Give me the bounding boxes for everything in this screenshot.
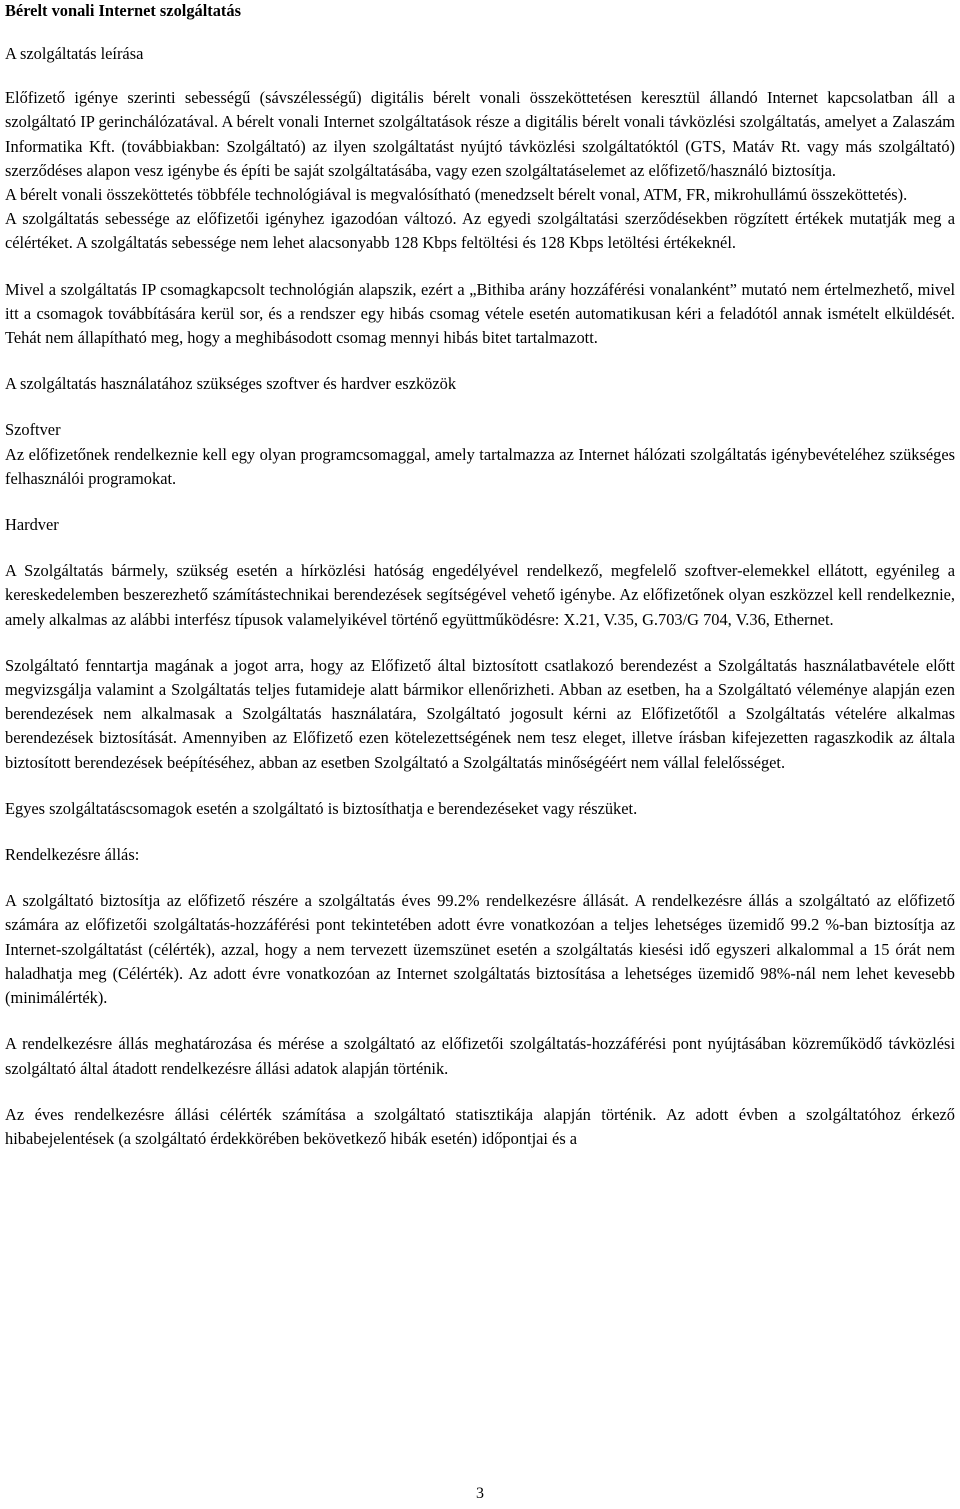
paragraph-equipment-packages: Egyes szolgáltatáscsomagok esetén a szolgáltató is biztosíthatja e berendezéseket vagy részüket. — [5, 798, 638, 818]
paragraph-provider-rights: Szolgáltató fenntartja magának a jogot arra, hogy az Előfizető által biztosított csatlakozó berendezést a Szolgáltatás használatbavétele előtt megvizsgálja valamint a Szolgáltatás teljes futamideje alatt bármikor ellenőrizheti. Abban az esetben, ha a Szolgáltató véleménye alapján ezen berendezések nem alkalmasak a Szolgáltatás használatára, Szolgáltató jogosult kérni az Előfizetőtől a Szolgáltatás vételére alkalmas berendezések biztosítását. Amennyiben az Előfizető ezen kötelezettségének nem tesz eleget, illetve írásban kifejezetten ragaszkodik az általa biztosított berendezések beépítéséhez, abban az esetben Szolgáltató a Szolgáltatás minőségéért nem vállal felelősséget. — [5, 655, 955, 772]
paragraph-hardware: A Szolgáltatás bármely, szükség esetén a hírközlési hatóság engedélyével rendelkező, megfelelő szoftver-elemekkel ellátott, egyénileg a kereskedelemben beszerezhető számítástechnikai berendezések segítségével vehető igénybe. Az előfizetőnek olyan eszközzel kell rendelkeznie, amely alkalmas az alábbi interfész típusok valamelyikével történő együttműködésre: X.21, V.35, G.703/G 704, V.36, Ethernet. — [5, 561, 955, 629]
page-number: 3 — [476, 1485, 484, 1502]
paragraph-availability-measurement: A rendelkezésre állás meghatározása és mérése a szolgáltató az előfizetői szolgáltatás-hozzáférési pont nyújtásában közreműködő távközlési szolgáltató által átadott rendelkezésre állási adatok alapján történik. — [5, 1034, 955, 1078]
document-title: Bérelt vonali Internet szolgáltatás — [5, 1, 241, 20]
section-heading-hardware: Hardver — [5, 515, 59, 535]
paragraph-service-description: Előfizető igénye szerinti sebességű (sávszélességű) digitális bérelt vonali összeköttetésen keresztül állandó Internet kapcsolatban áll a szolgáltató IP gerinchálózatával. A bérelt vonali Internet szolgáltatások része a digitális bérelt vonali távközlési szolgáltatás, amelyet a Zalaszám Informatika Kft. (továbbiakban: Szolgáltató) az ilyen szolgáltatást nyújtó távközlési szolgáltatóktól (GTS, Matáv Rt. vagy más szolgáltató) szerződéses alapon vesz igénybe és építi be saját szolgáltatásába, vagy ezen szolgáltatáselemet az előfizető/használó biztosítja. — [5, 88, 955, 180]
section-heading-description: A szolgáltatás leírása — [5, 44, 144, 63]
section-heading-availability: Rendelkezésre állás: — [5, 845, 140, 865]
paragraph-bit-error: Mivel a szolgáltatás IP csomagkapcsolt technológián alapszik, ezért a „Bithiba arány hozzáférési vonalanként” mutató nem értelmezhető, mivel itt a csomagok továbbítására kerül sor, és a rendszer egy hibás csomag vétele esetén automatikusan kéri a feladótól annak ismételt elküldését. Tehát nem állapítható meg, hogy a meghibásodott csomag mennyi hibás bitet tartalmazott. — [5, 279, 955, 348]
section-heading-software: Szoftver — [5, 420, 61, 440]
paragraph-availability-calculation: Az éves rendelkezésre állási célérték számítása a szolgáltató statisztikája alapján történik. Az adott évben a szolgáltatóhoz érkező hibabejelentések (a szolgáltató érdekkörében bekövetkező hibák esetén) időpontjai és a — [5, 1104, 955, 1148]
document-page — [5, 0, 955, 1151]
section-heading-tools: A szolgáltatás használatához szükséges szoftver és hardver eszközök — [5, 374, 457, 394]
paragraph-technology: A bérelt vonali összeköttetés többféle technológiával is megvalósítható (menedzselt bérelt vonal, ATM, FR, mikrohullámú összeköttetés). — [5, 185, 908, 205]
paragraph-speed: A szolgáltatás sebessége az előfizetői igényhez igazodóan változó. Az egyedi szolgáltatási szerződésekben rögzített értékek mutatják meg a célértéket. A szolgáltatás sebessége nem lehet alacsonyabb 128 Kbps feltöltési és 128 Kbps letöltési értékeknél. — [5, 209, 955, 253]
paragraph-software: Az előfizetőnek rendelkeznie kell egy olyan programcsomaggal, amely tartalmazza az Internet hálózati szolgáltatás igénybevételéhez szükséges felhasználói programokat. — [5, 444, 955, 488]
paragraph-availability: A szolgáltató biztosítja az előfizető részére a szolgáltatás éves 99.2% rendelkezésre állását. A rendelkezésre állás a szolgáltató az előfizető számára az előfizetői szolgáltatás-hozzáférési pont tekintetében adott évre vonatkozóan a teljes lehetséges üzemidő 99.2 %-ban biztosítja az Internet-szolgáltatást (célérték), azzal, hogy a nem tervezett üzemszünet esetén a szolgáltatás kiesési idő egyszeri alkalommal a 15 órát nem haladhatja meg (Célérték). Az adott évre vonatkozóan az Internet szolgáltatás biztosítása a lehetséges üzemidő 98%-nál nem lehet kevesebb (minimálérték). — [5, 891, 955, 1008]
